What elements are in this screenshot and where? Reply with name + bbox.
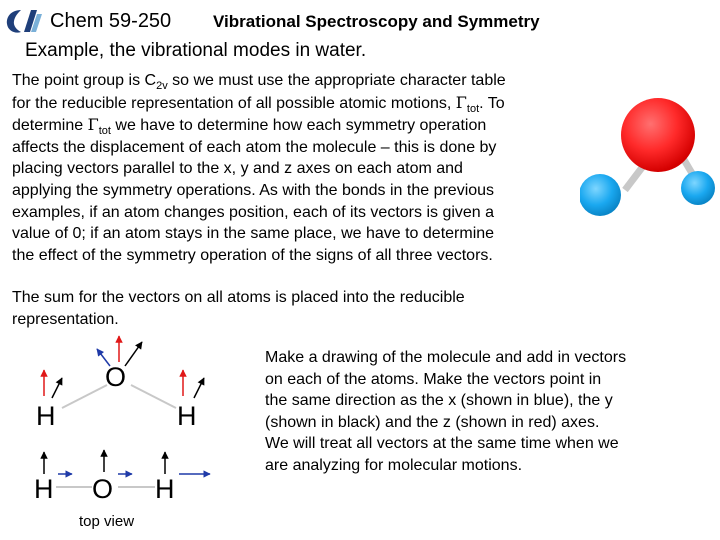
- intro-paragraph: The point group is $C_{2v}$ so we must use the appropriate character table for the reducible representation of all possible atomic motions, $\Gamma_{tot}$. To determine $\Gamma_{tot}$ we have to determine how each symmetry operation affects the displacement of each atom the molecule – this is done by placing vectors parallel to the x, y and z axes on each atom and applying the symmetry operations. As with the bonds in the previous examples, if an atom changes position, each of its vectors is given a value of 0; if an atom stays in the same place, we have to determine the effect of the symmetry operation of the signs of all three vectors.: [12, 72, 506, 264]
- bond-o-h-left: [62, 385, 107, 408]
- page-title: Vibrational Spectroscopy and Symmetry: [213, 12, 540, 31]
- top-hydrogen-left-label: H: [34, 474, 54, 504]
- sum-paragraph: The sum for the vectors on all atoms is placed into the reducible representation.: [12, 289, 465, 328]
- bent-hydrogen-left-label: H: [36, 401, 56, 431]
- top-hydrogen-right-label: H: [155, 474, 175, 504]
- vector-diagram: [0, 330, 260, 510]
- hydrogen-atom-left: [580, 174, 621, 216]
- top-view-caption: top view: [79, 513, 135, 530]
- page-subtitle: Example, the vibrational modes in water.: [25, 40, 367, 61]
- water-molecule-model: [580, 95, 720, 225]
- oxygen-atom: [621, 98, 695, 172]
- hydrogen-atom-right: [681, 171, 715, 205]
- top-oxygen-label: O: [92, 474, 114, 504]
- bond-o-h-right: [131, 385, 176, 408]
- y-vector-h-left: [52, 378, 62, 398]
- course-code: Chem 59-250: [50, 10, 172, 32]
- y-vector-o: [125, 342, 142, 366]
- y-vector-h-right: [194, 378, 204, 398]
- logo: [3, 6, 43, 36]
- bent-oxygen-label: O: [105, 362, 127, 392]
- bent-hydrogen-right-label: H: [177, 401, 197, 431]
- drawing-paragraph: Make a drawing of the molecule and add in vectors on each of the atoms. Make the vectors point in the same direction as the x (shown in blue), the y (shown in black) and the z (shown in red) axes. We will treat all vectors at the same time when we are analyzing for molecular motions.: [265, 349, 627, 474]
